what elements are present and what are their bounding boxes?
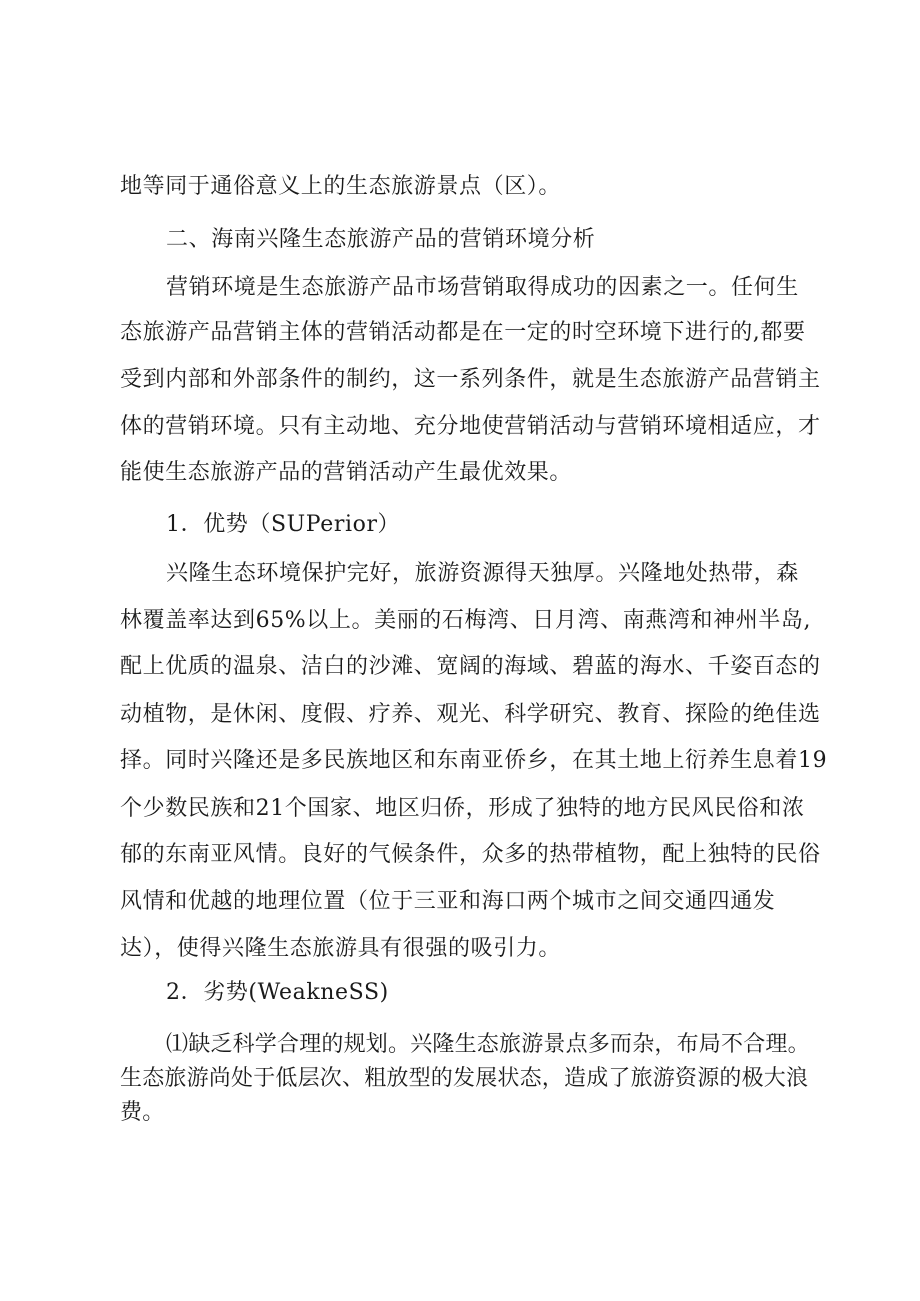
body-text-line: 生态旅游尚处于低层次、粗放型的发展状态，造成了旅游资源的极大浪 [120,1066,809,1091]
body-text-line: 达），使得兴隆生态旅游具有很强的吸引力。 [120,936,562,961]
body-text-line: 郁的东南亚风情。良好的气候条件，众多的热带植物，配上独特的民俗 [120,842,821,867]
body-text-line: 风情和优越的地理位置（位于三亚和海口两个城市之间交通四通发 [120,889,776,914]
body-text-line: ⑴缺乏科学合理的规划。兴隆生态旅游景点多而杂，布局不合理。 [166,1032,810,1057]
body-text-line: 体的营销环境。只有主动地、充分地使营销活动与营销环境相适应，才 [120,414,821,439]
body-text-line: 费。 [120,1100,165,1125]
subsection-heading: 2．劣势(WeakneSS) [166,980,389,1005]
body-text-line: 个少数民族和21个国家、地区归侨，形成了独特的地方民风民俗和浓 [120,796,805,821]
subsection-heading: 1．优势（SUPerior） [166,512,401,537]
body-text-line: 营销环境是生态旅游产品市场营销取得成功的因素之一。任何生 [166,275,799,300]
body-text-line: 动植物，是休闲、度假、疗养、观光、科学研究、教育、探险的绝佳选 [120,702,821,727]
body-text-line: 兴隆生态环境保护完好，旅游资源得天独厚。兴隆地处热带，森 [166,561,799,586]
body-text-line: 态旅游产品营销主体的营销活动都是在一定的时空环境下进行的,都要 [120,320,806,345]
body-text-line: 林覆盖率达到65%以上。美丽的石梅湾、日月湾、南燕湾和神州半岛, [120,608,812,633]
body-text-line: 配上优质的温泉、洁白的沙滩、宽阔的海域、碧蓝的海水、千姿百态的 [120,654,821,679]
body-text-line: 能使生态旅游产品的营销活动产生最优效果。 [120,460,573,485]
body-text-line: 择。同时兴隆还是多民族地区和东南亚侨乡，在其土地上衍养生息着19 [120,748,828,773]
body-text-line: 受到内部和外部条件的制约，这一系列条件，就是生态旅游产品营销主 [120,367,821,392]
section-heading: 二、海南兴隆生态旅游产品的营销环境分析 [166,227,596,252]
body-text-line: 地等同于通俗意义上的生态旅游景点（区）。 [120,174,562,199]
